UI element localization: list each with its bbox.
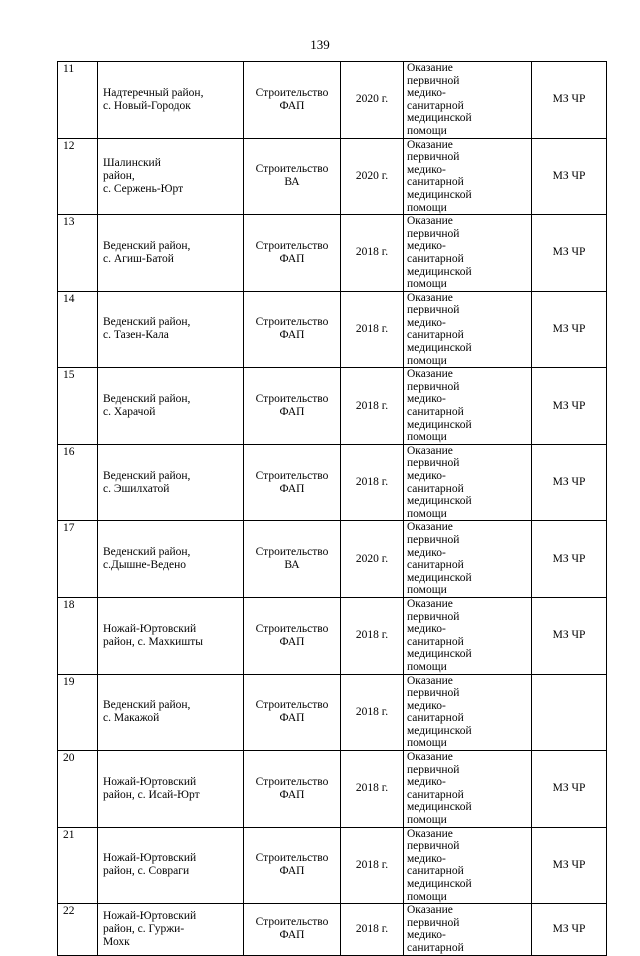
year-cell: 2018 г. — [341, 291, 404, 368]
location-line: с. Харачой — [103, 406, 156, 419]
purpose-word: первичной — [407, 227, 460, 240]
purpose-cell — [404, 521, 532, 598]
work-line: ФАП — [279, 406, 305, 419]
purpose-line: Оказание — [407, 751, 453, 764]
purpose-lines — [407, 292, 531, 368]
purpose-line: Оказание — [407, 597, 453, 610]
work-type-cell — [244, 62, 341, 139]
purpose-word: первичной — [407, 457, 460, 470]
responsible-cell: МЗ ЧР — [532, 291, 607, 368]
location-cell — [98, 827, 244, 904]
purpose-line: медицинской — [407, 418, 472, 431]
purpose-word: медико- — [407, 240, 446, 253]
work-lines — [244, 623, 340, 649]
purpose-word: медико- — [407, 852, 446, 865]
location-cell — [98, 521, 244, 598]
location-line: с. Новый-Городок — [103, 99, 191, 112]
purpose-line: медицинской — [407, 878, 472, 890]
location-cell — [98, 751, 244, 828]
location-cell — [98, 368, 244, 445]
work-line: Строительство — [255, 916, 329, 929]
work-line: ФАП — [279, 788, 305, 801]
purpose-line: помощи — [407, 278, 447, 291]
location-line: район, с. Совраги — [103, 865, 190, 878]
location-lines — [103, 776, 243, 802]
work-lines — [244, 393, 340, 419]
location-line: Веденский район, — [103, 699, 191, 712]
location-lines — [103, 699, 243, 725]
purpose-line: санитарной — [407, 635, 464, 648]
purpose-line — [407, 687, 531, 712]
work-line: ВА — [284, 176, 300, 189]
purpose-word: медико- — [407, 393, 446, 406]
purpose-lines — [407, 675, 531, 751]
table-row — [58, 215, 607, 292]
location-line: Надтеречный район, — [103, 86, 204, 99]
work-lines — [244, 546, 340, 572]
purpose-line: помощи — [407, 124, 447, 137]
purpose-line: Оказание — [407, 62, 453, 74]
purpose-line: санитарной — [407, 559, 464, 572]
purpose-word: первичной — [407, 533, 460, 546]
work-lines — [244, 240, 340, 266]
row-number: 15 — [58, 368, 98, 445]
location-lines — [103, 87, 243, 113]
work-type-cell — [244, 138, 341, 215]
table-row — [58, 751, 607, 828]
purpose-line: санитарной — [407, 941, 464, 954]
purpose-word: первичной — [407, 610, 460, 623]
purpose-line: санитарной — [407, 865, 464, 878]
purpose-line: Оказание — [407, 827, 453, 840]
work-type-cell — [244, 368, 341, 445]
responsible-cell — [532, 674, 607, 751]
location-line: Ножай-Юртовский — [103, 852, 197, 865]
purpose-line: помощи — [407, 201, 447, 214]
work-type-cell — [244, 215, 341, 292]
location-line: Ножай-Юртовский — [103, 909, 197, 922]
purpose-lines — [407, 215, 531, 291]
table-row — [58, 62, 607, 139]
table-row — [58, 904, 607, 955]
purpose-word: медико- — [407, 929, 446, 942]
location-lines — [103, 470, 243, 496]
row-number: 19 — [58, 674, 98, 751]
work-line: Строительство — [255, 393, 329, 406]
table-row — [58, 444, 607, 521]
location-cell — [98, 215, 244, 292]
year-cell: 2020 г. — [341, 62, 404, 139]
location-cell — [98, 62, 244, 139]
purpose-line: санитарной — [407, 788, 464, 801]
purpose-cell — [404, 368, 532, 445]
purpose-line — [407, 611, 531, 636]
purpose-word: медико- — [407, 776, 446, 789]
row-number: 22 — [58, 904, 98, 955]
purpose-word: медико- — [407, 87, 446, 100]
location-lines — [103, 852, 243, 878]
location-cell — [98, 597, 244, 674]
responsible-cell: МЗ ЧР — [532, 827, 607, 904]
purpose-line: медицинской — [407, 571, 472, 584]
purpose-cell — [404, 827, 532, 904]
work-line: ФАП — [279, 99, 305, 112]
purpose-word: медико- — [407, 546, 446, 559]
row-number: 16 — [58, 444, 98, 521]
work-line: Строительство — [255, 546, 329, 559]
purpose-lines — [407, 139, 531, 215]
purpose-line: медицинской — [407, 495, 472, 508]
table-row — [58, 827, 607, 904]
purpose-word: первичной — [407, 380, 460, 393]
purpose-line: санитарной — [407, 406, 464, 419]
location-line: Веденский район, — [103, 316, 191, 329]
location-line: Веденский район, — [103, 239, 191, 252]
location-lines — [103, 910, 243, 949]
purpose-word: первичной — [407, 687, 460, 700]
location-lines — [103, 393, 243, 419]
work-line: ВА — [284, 559, 300, 572]
year-cell: 2018 г. — [341, 751, 404, 828]
location-line: Веденский район, — [103, 546, 191, 559]
work-line: Строительство — [255, 316, 329, 329]
location-lines — [103, 546, 243, 572]
work-line: ФАП — [279, 252, 305, 265]
location-lines — [103, 240, 243, 266]
row-number: 20 — [58, 751, 98, 828]
year-cell: 2020 г. — [341, 138, 404, 215]
purpose-word: медико- — [407, 623, 446, 636]
location-line: Веденский район, — [103, 469, 191, 482]
row-number: 21 — [58, 827, 98, 904]
location-cell — [98, 138, 244, 215]
purpose-lines — [407, 62, 531, 138]
purpose-word: первичной — [407, 840, 460, 853]
location-cell — [98, 444, 244, 521]
purpose-word: первичной — [407, 74, 460, 87]
location-line: район, с. Исай-Юрт — [103, 788, 200, 801]
purpose-line: Оказание — [407, 521, 453, 534]
purpose-line: помощи — [407, 584, 447, 597]
work-type-cell — [244, 827, 341, 904]
location-line: Ножай-Юртовский — [103, 775, 197, 788]
work-type-cell — [244, 751, 341, 828]
purpose-lines — [407, 904, 531, 954]
year-cell: 2018 г. — [341, 444, 404, 521]
purpose-lines — [407, 521, 531, 597]
location-lines — [103, 623, 243, 649]
purpose-line: Оказание — [407, 368, 453, 381]
location-line: Ножай-Юртовский — [103, 622, 197, 635]
purpose-line: медицинской — [407, 801, 472, 814]
table-body — [58, 62, 607, 956]
purpose-line — [407, 151, 531, 176]
location-lines — [103, 157, 243, 196]
row-number: 12 — [58, 138, 98, 215]
purpose-cell — [404, 138, 532, 215]
purpose-line: Оказание — [407, 444, 453, 457]
location-line: с. Агиш-Батой — [103, 252, 174, 265]
purpose-line: помощи — [407, 737, 447, 750]
purpose-cell — [404, 215, 532, 292]
year-cell: 2018 г. — [341, 827, 404, 904]
location-line: Веденский район, — [103, 393, 191, 406]
purpose-line — [407, 381, 531, 406]
work-type-cell — [244, 521, 341, 598]
location-line: с. Сержень-Юрт — [103, 182, 184, 195]
purpose-line: санитарной — [407, 252, 464, 265]
responsible-cell: МЗ ЧР — [532, 521, 607, 598]
purpose-cell — [404, 62, 532, 139]
work-type-cell — [244, 674, 341, 751]
table-row — [58, 138, 607, 215]
purpose-line — [407, 840, 531, 865]
purpose-line: санитарной — [407, 329, 464, 342]
responsible-cell: МЗ ЧР — [532, 215, 607, 292]
responsible-cell: МЗ ЧР — [532, 444, 607, 521]
work-line: ФАП — [279, 929, 305, 942]
responsible-cell: МЗ ЧР — [532, 751, 607, 828]
purpose-line: медицинской — [407, 342, 472, 355]
work-line: ФАП — [279, 712, 305, 725]
purpose-line — [407, 457, 531, 482]
purpose-line: санитарной — [407, 176, 464, 189]
location-line: район, с. Гуржи- — [103, 922, 185, 935]
work-lines — [244, 916, 340, 942]
purpose-word: первичной — [407, 763, 460, 776]
purpose-line: Оказание — [407, 138, 453, 151]
year-cell: 2018 г. — [341, 368, 404, 445]
work-line: Строительство — [255, 852, 329, 865]
row-number: 13 — [58, 215, 98, 292]
purpose-line: медицинской — [407, 724, 472, 737]
responsible-cell: МЗ ЧР — [532, 62, 607, 139]
purpose-line: медицинской — [407, 188, 472, 201]
year-cell: 2018 г. — [341, 597, 404, 674]
purpose-line: медицинской — [407, 265, 472, 278]
purpose-line: помощи — [407, 660, 447, 673]
location-line: Шалинский — [103, 156, 161, 169]
row-number: 14 — [58, 291, 98, 368]
purpose-line: санитарной — [407, 712, 464, 725]
responsible-cell: МЗ ЧР — [532, 138, 607, 215]
location-line: район, с. Махкишты — [103, 635, 203, 648]
table-row — [58, 521, 607, 598]
row-number: 18 — [58, 597, 98, 674]
work-line: Строительство — [255, 622, 329, 635]
table-row — [58, 368, 607, 445]
row-number: 17 — [58, 521, 98, 598]
year-cell: 2020 г. — [341, 521, 404, 598]
work-line: ФАП — [279, 482, 305, 495]
work-lines — [244, 470, 340, 496]
purpose-word: первичной — [407, 304, 460, 317]
purpose-line: Оказание — [407, 291, 453, 304]
responsible-cell: МЗ ЧР — [532, 368, 607, 445]
purpose-line: помощи — [407, 354, 447, 367]
purpose-cell — [404, 904, 532, 955]
work-lines — [244, 776, 340, 802]
purpose-line: санитарной — [407, 482, 464, 495]
purpose-line: помощи — [407, 431, 447, 444]
work-line: Строительство — [255, 239, 329, 252]
work-lines — [244, 87, 340, 113]
work-line: ФАП — [279, 329, 305, 342]
work-line: Строительство — [255, 699, 329, 712]
purpose-cell — [404, 674, 532, 751]
purpose-line — [407, 534, 531, 559]
purpose-cell — [404, 751, 532, 828]
purpose-word: первичной — [407, 151, 460, 164]
purpose-line: санитарной — [407, 99, 464, 112]
purpose-line — [407, 917, 531, 942]
page-number: 139 — [310, 37, 330, 52]
purpose-cell — [404, 291, 532, 368]
purpose-lines — [407, 751, 531, 827]
facilities-table — [57, 61, 607, 956]
work-lines — [244, 699, 340, 725]
table-row — [58, 291, 607, 368]
purpose-line: помощи — [407, 890, 447, 903]
location-line: с. Тазен-Кала — [103, 329, 169, 342]
work-line: Строительство — [255, 469, 329, 482]
work-line: Строительство — [255, 86, 329, 99]
work-line: ФАП — [279, 865, 305, 878]
work-type-cell — [244, 597, 341, 674]
year-cell: 2018 г. — [341, 215, 404, 292]
work-line: ФАП — [279, 635, 305, 648]
responsible-cell: МЗ ЧР — [532, 597, 607, 674]
purpose-word: медико- — [407, 316, 446, 329]
purpose-line: Оказание — [407, 215, 453, 228]
work-line: Строительство — [255, 163, 329, 176]
purpose-lines — [407, 598, 531, 674]
purpose-line: Оказание — [407, 674, 453, 687]
work-type-cell — [244, 291, 341, 368]
purpose-lines — [407, 445, 531, 521]
purpose-cell — [404, 597, 532, 674]
purpose-line — [407, 228, 531, 253]
year-cell: 2018 г. — [341, 674, 404, 751]
location-lines — [103, 316, 243, 342]
work-lines — [244, 852, 340, 878]
purpose-line: помощи — [407, 507, 447, 520]
location-line: с. Эшилхатой — [103, 482, 170, 495]
purpose-line: медицинской — [407, 112, 472, 125]
purpose-lines — [407, 828, 531, 904]
purpose-word: первичной — [407, 916, 460, 929]
work-lines — [244, 316, 340, 342]
purpose-line: медицинской — [407, 648, 472, 661]
work-lines — [244, 163, 340, 189]
location-line: с.Дышне-Ведено — [103, 559, 186, 572]
purpose-cell — [404, 444, 532, 521]
purpose-line — [407, 304, 531, 329]
work-line: Строительство — [255, 775, 329, 788]
work-type-cell — [244, 904, 341, 955]
purpose-word: медико- — [407, 699, 446, 712]
purpose-line: Оказание — [407, 904, 453, 917]
location-cell — [98, 674, 244, 751]
purpose-lines — [407, 368, 531, 444]
responsible-cell: МЗ ЧР — [532, 904, 607, 955]
table-row — [58, 674, 607, 751]
purpose-line — [407, 75, 531, 100]
location-cell — [98, 291, 244, 368]
year-cell: 2018 г. — [341, 904, 404, 955]
work-type-cell — [244, 444, 341, 521]
purpose-line — [407, 764, 531, 789]
location-line: район, — [103, 169, 135, 182]
purpose-word: медико- — [407, 163, 446, 176]
location-line: Мохк — [103, 935, 130, 948]
purpose-word: медико- — [407, 470, 446, 482]
location-line: с. Макажой — [103, 712, 160, 725]
table-row — [58, 597, 607, 674]
location-cell — [98, 904, 244, 955]
row-number: 11 — [58, 62, 98, 139]
purpose-line: помощи — [407, 814, 447, 827]
